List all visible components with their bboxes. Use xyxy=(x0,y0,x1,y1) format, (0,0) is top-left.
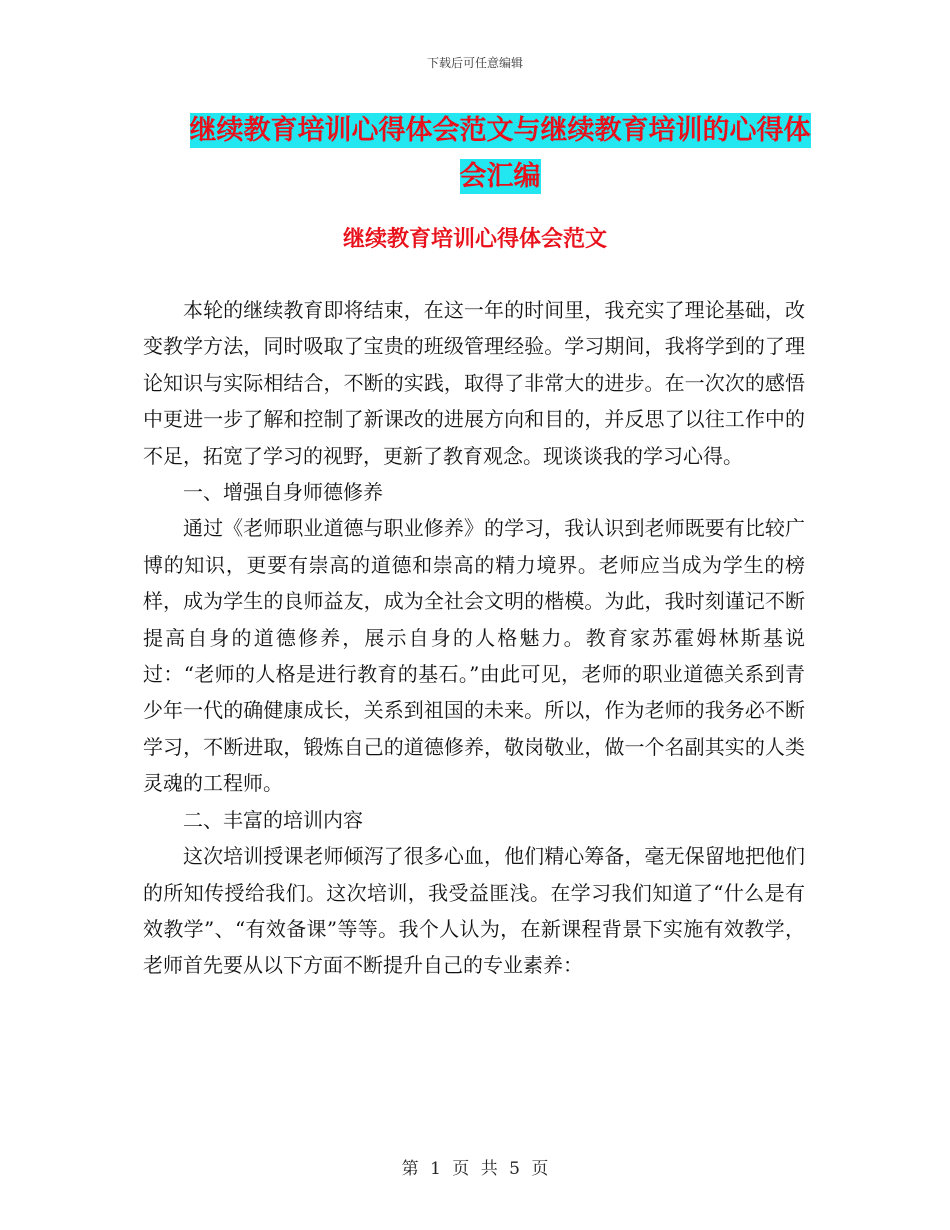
heading-one: 一、增强自身师德修养 xyxy=(183,480,383,505)
title-line-1: 继续教育培训心得体会范文与继续教育培训的心得体 xyxy=(189,115,811,146)
document-title xyxy=(150,108,850,200)
section-title: 继续教育培训心得体会范文 xyxy=(342,227,607,252)
paragraph-ethics: 通过《老师职业道德与职业修养》的学习，我认识到老师既要有比较广博的知识，更要有崇高的道德和崇高的精力境界。老师应当成为学生的榜样，成为学生的良师益友，成为全社会文明的楷模。为此，我时刻谨记不断提高自身的道德修养，展示自身的人格魅力。教育家苏霍姆林斯基说过：“老师的人格是进行教育的基石。”由此可见，老师的职业道德关系到青少年一代的确健康成长，关系到祖国的未来。所以，作为老师的我务必不断学习，不断进取，锻炼自己的道德修养，敬岗敬业，做一个名副其实的人类灵魂的工程师。 xyxy=(143,516,805,796)
paragraph-training: 这次培训授课老师倾泻了很多心血，他们精心筹备，毫无保留地把他们的所知传授给我们。这次培训，我受益匪浅。在学习我们知道了“什么是有效教学”、“有效备课”等等。我个人认为，在新课程背景下实施有效教学，老师首先要从以下方面不断提升自己的专业素养： xyxy=(143,844,805,978)
page-header-note: 下载后可任意编辑 xyxy=(426,56,523,70)
paragraph-intro: 本轮的继续教育即将结束，在这一年的时间里，我充实了理论基础，改变教学方法，同时吸取了宝贵的班级管理经验。学习期间，我将学到的了理论知识与实际相结合，不断的实践，取得了非常大的进步。在一次次的感悟中更进一步了解和控制了新课改的进展方向和目的，并反思了以往工作中的不足，拓宽了学习的视野，更新了教育观念。现谈谈我的学习心得。 xyxy=(143,298,805,468)
document-body xyxy=(143,292,805,984)
title-line-2: 会汇编 xyxy=(459,161,541,192)
heading-two: 二、丰富的培训内容 xyxy=(183,807,363,832)
page-number: 第 1 页 共 5 页 xyxy=(401,1159,549,1179)
